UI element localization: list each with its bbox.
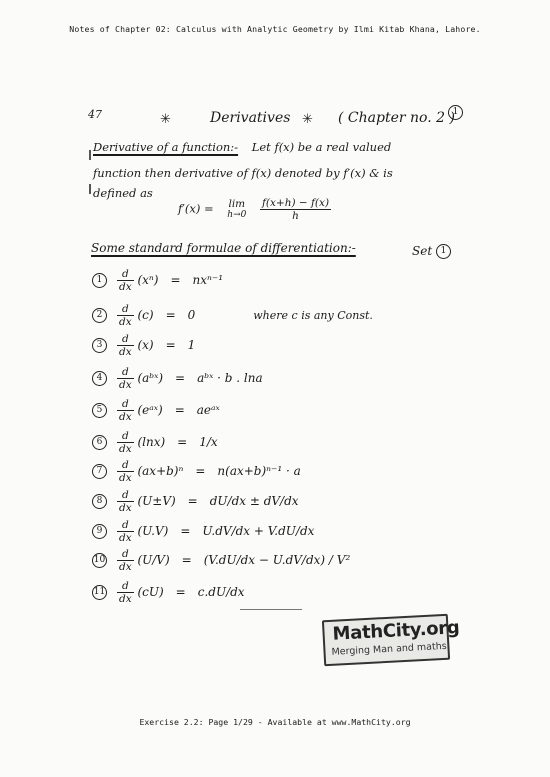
formula-row <box>92 333 195 358</box>
section-heading-text: Some standard formulae of differentiation:- <box>91 241 356 255</box>
formula-row <box>92 459 301 484</box>
formula-rhs: aᵇˣ · b . lna <box>197 371 263 386</box>
logo-tagline: Merging Man and maths <box>331 640 447 658</box>
equals-sign: = <box>165 308 176 323</box>
difference-quotient <box>260 197 331 222</box>
formula-number: 9 <box>92 524 107 539</box>
formula-lhs: f′(x) = <box>178 201 214 216</box>
derivative-operator: $\frac{d}{dx}$ <box>119 548 132 574</box>
logo-name: MathCity.org <box>332 617 460 645</box>
star-icon: ✳ <box>302 112 313 127</box>
formula-note: where c is any Const. <box>253 309 373 323</box>
formula-lhs: (U±V) <box>133 494 176 509</box>
derivative-operator: $\frac{d}{dx}$ <box>119 268 132 294</box>
limit-subscript: h→0 <box>227 210 247 221</box>
formula-rhs: 0 <box>187 308 196 323</box>
definition-line-1 <box>93 140 391 154</box>
formula-number: 8 <box>92 494 107 509</box>
margin-mark <box>89 184 91 194</box>
formula-rhs: U.dV/dx + V.dU/dx <box>202 524 315 539</box>
derivative-operator: $\frac{d}{dx}$ <box>119 489 132 515</box>
formula-row <box>92 366 263 391</box>
formula-number: 7 <box>92 464 107 479</box>
star-icon: ✳ <box>160 112 171 127</box>
formula-row <box>92 548 350 573</box>
derivative-operator: $\frac{d}{dx}$ <box>119 459 132 485</box>
formula-number: 11 <box>92 585 107 600</box>
formula-row <box>92 489 299 514</box>
formula-row <box>92 398 220 423</box>
formula-rhs: c.dU/dx <box>197 585 245 600</box>
page-marker: 47 <box>88 108 102 121</box>
definition-line-3: defined as <box>93 186 153 200</box>
formula-row <box>92 430 218 455</box>
definition-text: Let f(x) be a real valued <box>251 140 392 154</box>
equals-sign: = <box>170 273 181 288</box>
formula-rhs: nxⁿ⁻¹ <box>192 273 224 288</box>
formula-lhs: (x) <box>133 338 154 353</box>
title-badge: 1 <box>448 105 463 120</box>
equals-sign: = <box>187 494 198 509</box>
formula-rhs: 1/x <box>199 435 218 450</box>
formula-rhs: (V.dU/dx − U.dV/dx) / V² <box>203 553 351 568</box>
derivative-operator: $\frac{d}{dx}$ <box>119 303 132 329</box>
formula-lhs: (ax+b)ⁿ <box>133 464 184 479</box>
set-label <box>412 244 451 259</box>
definition-line-2: function then derivative of f(x) denoted by f′(x) & is <box>93 166 393 180</box>
formula-lhs: (U/V) <box>133 553 170 568</box>
formula-lhs: (c) <box>133 308 154 323</box>
formula-rhs: 1 <box>187 338 196 353</box>
equals-sign: = <box>175 585 186 600</box>
formula-lhs: (cU) <box>133 585 164 600</box>
equals-sign: = <box>174 403 185 418</box>
equals-sign: = <box>177 435 188 450</box>
formula-lhs: (aᵇˣ) <box>133 371 164 386</box>
formula-rhs: aeᵃˣ <box>196 403 220 418</box>
divider-rule <box>240 609 302 610</box>
formula-row <box>92 303 373 328</box>
formula-row <box>92 268 223 293</box>
quotient-numerator: f(x+h) − f(x) <box>262 197 330 209</box>
equals-sign: = <box>175 371 186 386</box>
formula-lhs: (xⁿ) <box>133 273 159 288</box>
derivative-operator: $\frac{d}{dx}$ <box>119 366 132 392</box>
derivative-operator: $\frac{d}{dx}$ <box>119 519 132 545</box>
title-chapter: ( Chapter no. 2 ) <box>338 110 455 126</box>
formula-row <box>92 580 245 605</box>
derivative-operator: $\frac{d}{dx}$ <box>119 430 132 456</box>
derivative-operator: $\frac{d}{dx}$ <box>119 398 132 424</box>
mathcity-logo <box>322 614 460 667</box>
formula-row <box>92 519 314 544</box>
definition-heading: Derivative of a function:- <box>93 140 239 154</box>
equals-sign: = <box>165 338 176 353</box>
formula-number: 3 <box>92 338 107 353</box>
formula-lhs: (lnx) <box>133 435 166 450</box>
margin-mark <box>89 150 91 160</box>
title-main: Derivatives <box>210 110 291 126</box>
derivative-operator: $\frac{d}{dx}$ <box>119 580 132 606</box>
set-label-text: Set <box>412 244 433 258</box>
derivative-operator: $\frac{d}{dx}$ <box>119 333 132 359</box>
formula-rhs: n(ax+b)ⁿ⁻¹ · a <box>217 464 301 479</box>
quotient-denominator: h <box>292 210 299 223</box>
formula-rhs: dU/dx ± dV/dx <box>209 494 299 509</box>
formula-lhs: (U.V) <box>133 524 169 539</box>
equals-sign: = <box>180 524 191 539</box>
formula-number: 4 <box>92 371 107 386</box>
equals-sign: = <box>181 553 192 568</box>
formula-number: 6 <box>92 435 107 450</box>
formula-number: 1 <box>92 273 107 288</box>
section-heading <box>91 241 356 255</box>
formula-lhs: (eᵃˣ) <box>133 403 163 418</box>
formula-number: 10 <box>92 553 107 568</box>
equals-sign: = <box>195 464 206 479</box>
derivative-definition-formula <box>178 197 331 222</box>
page-header: Notes of Chapter 02: Calculus with Analytic Geometry by Ilmi Kitab Khana, Lahore. <box>69 24 481 34</box>
formula-number: 5 <box>92 403 107 418</box>
set-number: 1 <box>436 244 451 259</box>
page-footer: Exercise 2.2: Page 1/29 - Available at www.MathCity.org <box>139 717 411 727</box>
formula-number: 2 <box>92 308 107 323</box>
limit <box>225 198 248 220</box>
limit-word: lim <box>228 198 246 211</box>
